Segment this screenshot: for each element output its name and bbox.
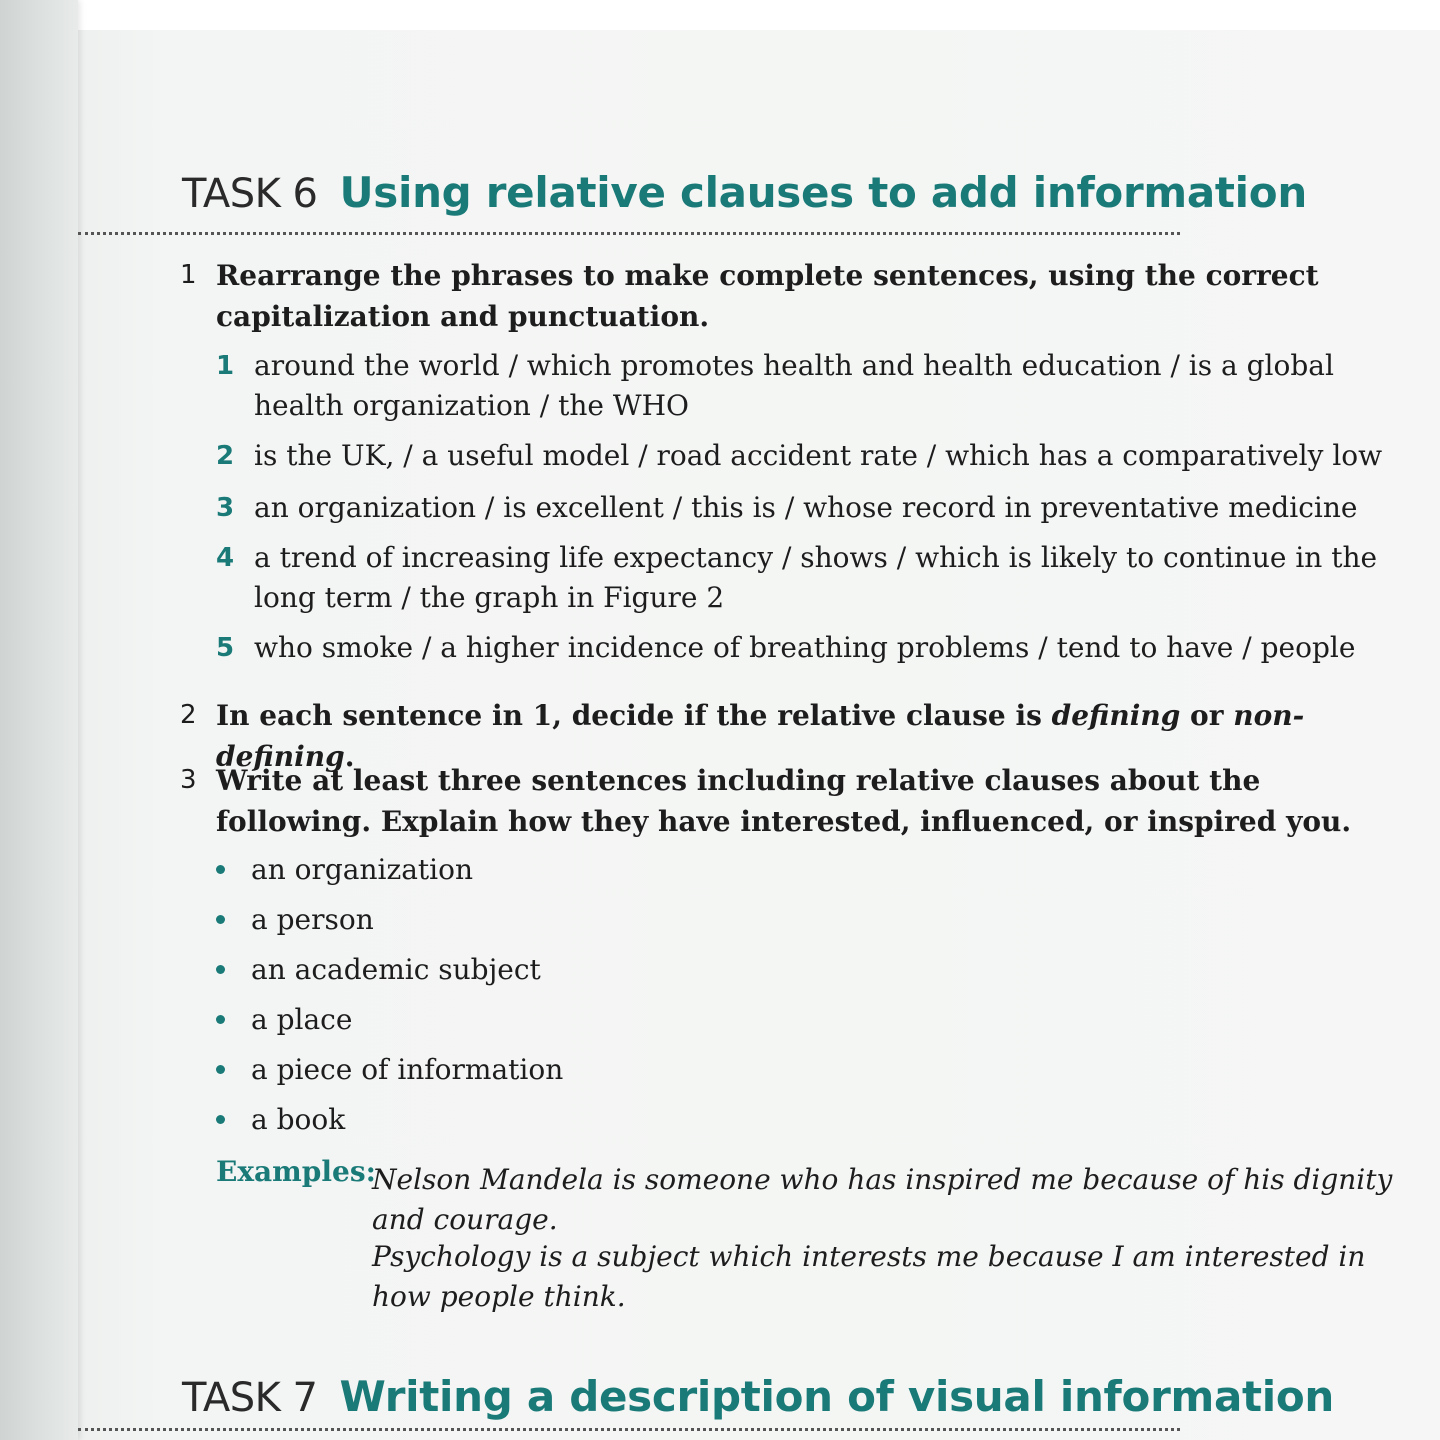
term-non-defining: non-defining [216,699,1305,773]
question-1 [180,255,1425,337]
task6-dotted-rule [78,232,1180,235]
bullet-dot-icon [216,865,225,874]
bullet-dot-icon [216,1015,225,1024]
sub-item-5 [216,628,1421,668]
bullet-item [216,1000,352,1040]
bullet-text: a place [251,1003,353,1036]
bullet-dot-icon [216,915,225,924]
sub-item-4-number: 4 [216,543,235,573]
bullet-text: an academic subject [251,953,541,986]
task7-dotted-rule [78,1428,1180,1431]
examples-label: Examples: [216,1155,376,1188]
task6-heading [182,168,1307,217]
sub-item-4 [216,538,1421,618]
sub-item-2 [216,436,1421,476]
question-1-text: Rearrange the phrases to make complete sentences, using the correct capitalization and punctuation. [216,259,1319,333]
sub-item-3-text: an organization / is excellent / this is / whose record in preventative medicine [254,491,1358,524]
question-2-number: 2 [180,700,197,730]
task7-number: TASK 7 [182,1375,318,1421]
question-3-number: 3 [180,765,197,795]
sub-item-5-number: 5 [216,633,235,663]
term-defining: defining [1051,699,1181,732]
bullet-text: a piece of information [251,1053,564,1086]
sub-item-2-number: 2 [216,441,235,471]
bullet-item [216,950,541,990]
sub-item-2-text: is the UK, / a useful model / road accident rate / which has a comparatively low [254,439,1383,472]
sub-item-3-number: 3 [216,493,235,523]
bullet-item [216,900,374,940]
task6-number: TASK 6 [182,171,318,217]
question-2-text-end: . [344,740,355,773]
bullet-item [216,1050,563,1090]
question-2-text-or: or [1180,699,1234,732]
bullet-dot-icon [216,1115,225,1124]
sub-item-5-text: who smoke / a higher incidence of breathing problems / tend to have / people [254,631,1356,664]
bullet-item [216,1100,345,1140]
bullet-text: a person [251,903,374,936]
question-3 [180,760,1425,842]
bullet-item [216,850,473,890]
example-sentence-2: Psychology is a subject which interests me because I am interested in how people think. [372,1240,1366,1313]
task7-heading [182,1372,1334,1421]
sub-item-1 [216,346,1421,426]
sub-item-1-text: around the world / which promotes health and health education / is a global health organization / the WHO [254,349,1334,422]
sub-item-4-text: a trend of increasing life expectancy / shows / which is likely to continue in the long term / the graph in Figure 2 [254,541,1378,614]
question-3-text: Write at least three sentences including relative clauses about the following. Explain how they have interested, influenced, or inspired you. [216,764,1352,838]
bullet-text: a book [251,1103,346,1136]
sub-item-3 [216,488,1421,528]
bullet-text: an organization [251,853,474,886]
bullet-dot-icon [216,965,225,974]
question-1-number: 1 [180,260,197,290]
example-sentence-1: Nelson Mandela is someone who has inspired me because of his dignity and courage. [372,1163,1393,1236]
bullet-dot-icon [216,1065,225,1074]
task6-title: Using relative clauses to add information [339,168,1307,217]
question-2-text-part: In each sentence in 1, decide if the relative clause is [216,699,1052,732]
sub-item-1-number: 1 [216,351,235,381]
task7-title: Writing a description of visual information [339,1372,1335,1421]
